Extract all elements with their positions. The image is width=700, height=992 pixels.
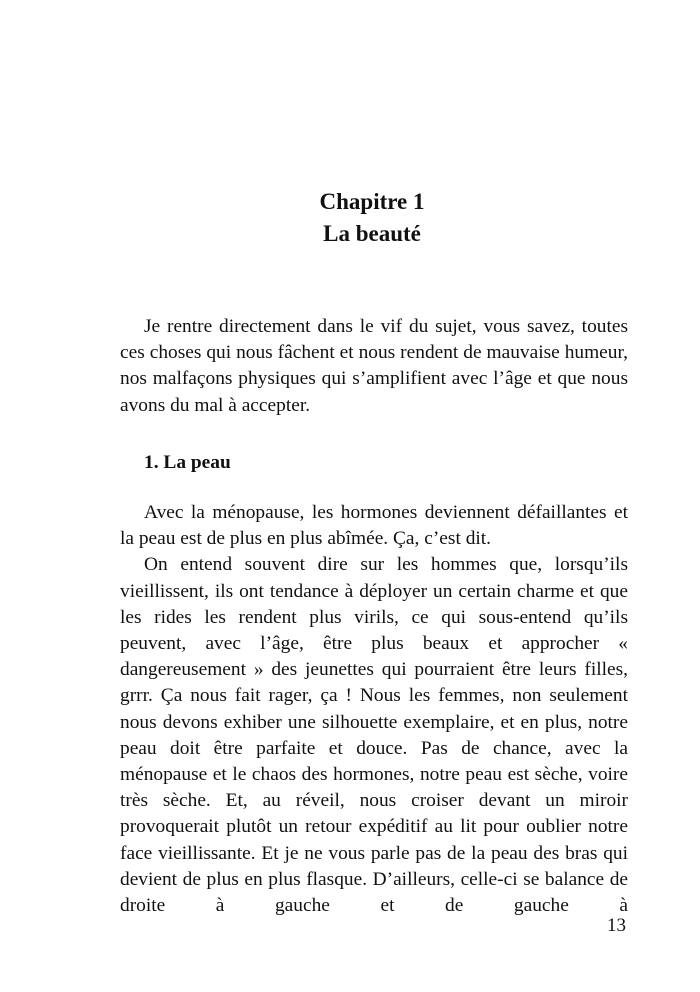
chapter-title: La beauté xyxy=(323,221,421,246)
intro-paragraph: Je rentre directement dans le vif du sujet, vous savez, toutes ces choses qui nous fâchent et nous rendent de mauvaise humeur, nos malfaçons physiques qui s’amplifient avec l’âge et que nous avons du mal à accepter. xyxy=(120,316,628,416)
body-paragraph-1: Avec la ménopause, les hormones deviennent défaillantes et la peau est de plus en plus abîmée. Ça, c’est dit. xyxy=(120,502,628,550)
chapter-number: Chapitre 1 xyxy=(319,189,425,214)
page-number: 13 xyxy=(607,915,626,936)
section-body xyxy=(120,500,628,919)
intro-block xyxy=(120,314,628,419)
section-heading: 1. La peau xyxy=(144,452,231,473)
body-paragraph-2: On entend souvent dire sur les hommes que, lorsqu’ils vieillissent, ils ont tendance à déployer un certain charme et que les rides les rendent plus virils, ce qui sous-entend qu’ils peuvent, avec l’âge, être plus beaux et approcher « dangereusement » des jeunettes qui pourraient être leurs filles, grrr. Ça nous fait rager, ça ! Nous les femmes, non seulement nous devons exhiber une silhouette exemplaire, et en plus, notre peau doit être parfaite et douce. Pas de chance, avec la ménopause et le chaos des hormones, notre peau est sèche, voire très sèche. Et, au réveil, nous croiser devant un miroir provoquerait plutôt un retour expéditif au lit pour oublier notre face vieillissante. Et je ne vous parle pas de la peau des bras qui devient de plus en plus flasque. D’ailleurs, celle-ci se balance de droite à gauche et de gauche à xyxy=(120,554,628,917)
